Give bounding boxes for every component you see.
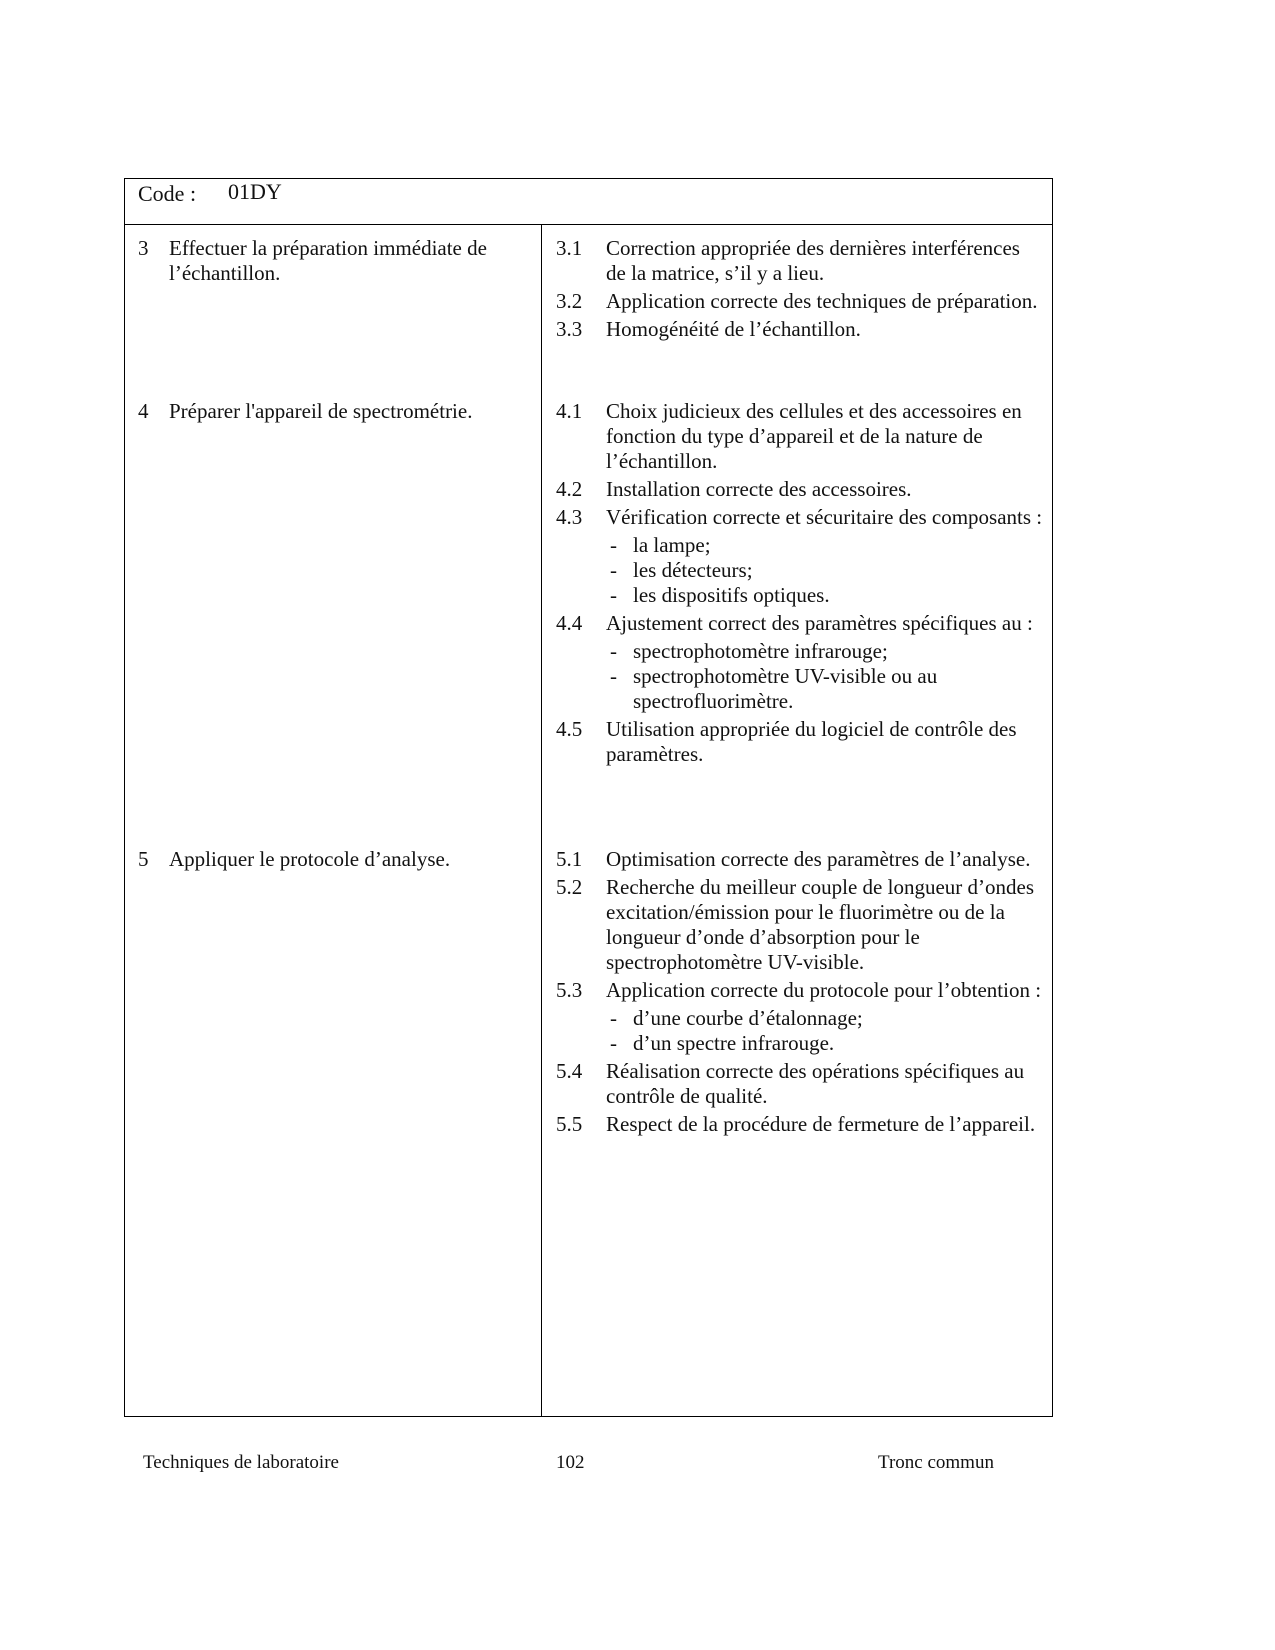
criterion-item [556,505,1046,608]
criterion-number: 4.1 [556,399,583,423]
bullet-dash: - [610,583,617,607]
criterion-item [556,611,1046,714]
criterion-number: 4.4 [556,611,583,635]
header-divider [124,224,1053,225]
criterion-text: Choix judicieux des cellules et des accessoires en fonction du type d’appareil et de la nature de l’échantillon. [606,399,1022,473]
bullet-item [606,1031,1043,1056]
criterion-number: 5.2 [556,875,583,899]
criterion-bullets [606,639,1046,714]
criterion-item [556,1059,1046,1109]
criterion-item [556,1112,1046,1137]
criterion-text: Ajustement correct des paramètres spécifiques au : [606,611,1033,635]
code-label: Code : [138,181,197,206]
criteria-list [556,399,1046,770]
criterion-item [556,289,1046,314]
bullet-item [606,664,1043,714]
criterion-text: Recherche du meilleur couple de longueur d’ondes excitation/émission pour le fluorimètre ou de la longueur d’onde d’absorption pour le spectrophotomètre UV-visible. [606,875,1035,974]
criterion-item [556,847,1046,872]
criterion-text: Respect de la procédure de fermeture de l’appareil. [606,1112,1036,1136]
bullet-item [606,533,1043,558]
criterion-item [556,978,1046,1056]
code-value: 01DY [228,179,282,204]
bullet-dash: - [610,558,617,582]
criterion-item [556,875,1046,975]
page-number: 102 [556,1452,585,1473]
bullet-text: les dispositifs optiques. [633,583,830,607]
bullet-dash: - [610,639,617,663]
criterion-text: Correction appropriée des dernières interférences de la matrice, s’il y a lieu. [606,236,1020,285]
criterion-text: Optimisation correcte des paramètres de l’analyse. [606,847,1031,871]
competency-number: 5 [138,847,149,871]
criteria-list [556,847,1046,1140]
criterion-number: 3.1 [556,236,583,260]
criterion-number: 4.3 [556,505,583,529]
bullet-text: spectrophotomètre UV-visible ou au spectrofluorimètre. [633,664,938,713]
criterion-number: 5.4 [556,1059,583,1083]
criterion-number: 4.2 [556,477,583,501]
competency-text: Préparer l'appareil de spectrométrie. [169,399,473,423]
bullet-dash: - [610,1031,617,1055]
criterion-text: Application correcte des techniques de préparation. [606,289,1038,313]
bullet-item [606,583,1043,608]
competency-text: Appliquer le protocole d’analyse. [169,847,451,871]
criteria-list [556,236,1046,345]
criterion-text: Application correcte du protocole pour l’obtention : [606,978,1042,1002]
bullet-text: les détecteurs; [633,558,753,582]
bullet-dash: - [610,664,617,688]
competency-number: 3 [138,236,149,260]
criterion-item [556,477,1046,502]
bullet-text: d’un spectre infrarouge. [633,1031,835,1055]
criterion-number: 4.5 [556,717,583,741]
bullet-dash: - [610,533,617,557]
criterion-text: Vérification correcte et sécuritaire des composants : [606,505,1043,529]
criterion-item [556,399,1046,474]
competency-number: 4 [138,399,149,423]
footer-program: Techniques de laboratoire [143,1452,339,1473]
criterion-number: 5.5 [556,1112,583,1136]
criterion-number: 3.2 [556,289,583,313]
criterion-bullets [606,1006,1046,1056]
criterion-text: Réalisation correcte des opérations spécifiques au contrôle de qualité. [606,1059,1025,1108]
bullet-item [606,558,1043,583]
criterion-number: 5.1 [556,847,583,871]
criterion-item [556,236,1046,286]
criterion-number: 3.3 [556,317,583,341]
criterion-text: Installation correcte des accessoires. [606,477,912,501]
footer-section: Tronc commun [878,1452,994,1473]
competency-table [124,178,1053,1417]
bullet-item [606,1006,1043,1031]
bullet-text: la lampe; [633,533,711,557]
criterion-bullets [606,533,1046,608]
criterion-number: 5.3 [556,978,583,1002]
competency-text: Effectuer la préparation immédiate de l’échantillon. [169,236,487,285]
criterion-item [556,717,1046,767]
criterion-text: Homogénéité de l’échantillon. [606,317,861,341]
criterion-item [556,317,1046,342]
bullet-text: d’une courbe d’étalonnage; [633,1006,863,1030]
bullet-item [606,639,1043,664]
criterion-text: Utilisation appropriée du logiciel de contrôle des paramètres. [606,717,1017,766]
bullet-dash: - [610,1006,617,1030]
column-divider [541,224,542,1417]
bullet-text: spectrophotomètre infrarouge; [633,639,888,663]
